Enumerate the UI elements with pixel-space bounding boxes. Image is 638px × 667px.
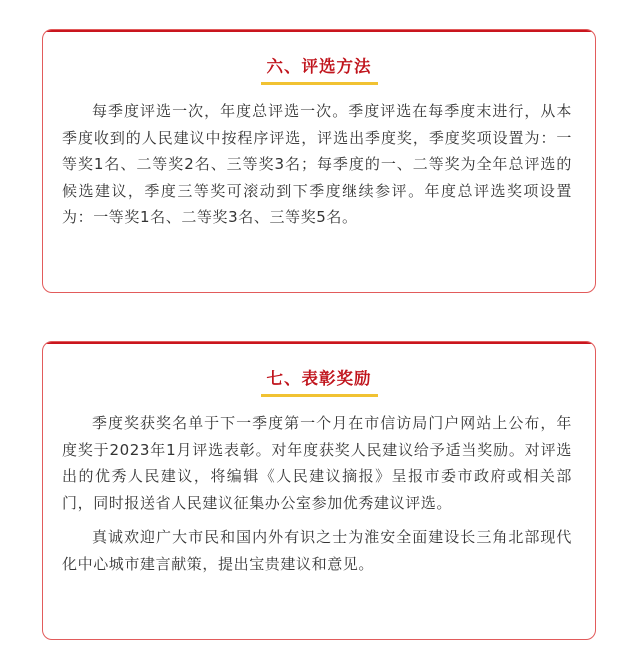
- section-7-paragraph-1: 季度奖获奖名单于下一季度第一个月在市信访局门户网站上公布，年度奖于2023年1月评选表彰。对年度获奖人民建议给予适当奖励。对评选出的优秀人民建议，将编辑《人民建议摘报》呈报市委市政府或相关部门，同时报送省人民建议征集办公室参加优秀建议评选。: [62, 414, 572, 512]
- section-6-card: [42, 29, 596, 293]
- section-7-paragraph-2: 真诚欢迎广大市民和国内外有识之士为淮安全面建设长三角北部现代化中心城市建言献策，提出宝贵建议和意见。: [62, 528, 572, 573]
- section-7-title-wrap: [43, 368, 595, 397]
- section-7-title: 七、表彰奖励: [261, 368, 378, 397]
- section-7-card: [42, 341, 596, 640]
- section-6-title-wrap: [43, 56, 595, 85]
- section-6-paragraph: 每季度评选一次，年度总评选一次。季度评选在每季度末进行，从本季度收到的人民建议中按程序评选，评选出季度奖，季度奖项设置为：一等奖1名、二等奖2名、三等奖3名；每季度的一、二等奖为全年总评选的候选建议，季度三等奖可滚动到下季度继续参评。年度总评选奖项设置为：一等奖1名、二等奖3名、三等奖5名。: [62, 102, 572, 226]
- section-6-title: 六、评选方法: [261, 56, 378, 85]
